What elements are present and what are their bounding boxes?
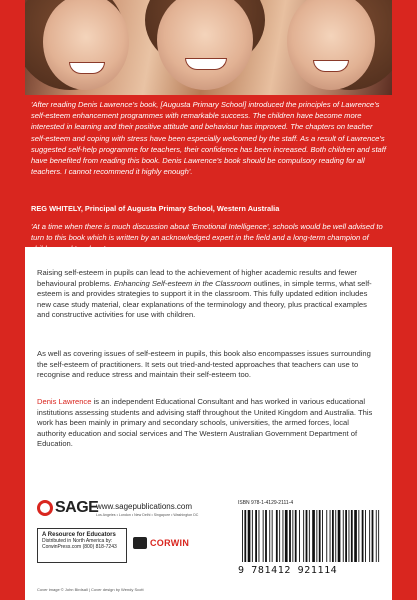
barcode-bar <box>309 510 310 562</box>
description-paragraph-2: As well as covering issues of self-esteem in pupils, this book also encompasses issues surrounding the self-esteem of practitioners. It sets out tried-and-tested approaches that teachers can use to recognise and reduce stress and maintain their self-esteem too. <box>37 349 371 380</box>
barcode-bar <box>345 510 347 562</box>
barcode-bar <box>295 510 297 562</box>
barcode-bar <box>283 510 284 562</box>
barcode-bar <box>276 510 278 562</box>
barcode-bar <box>326 510 327 562</box>
publisher-cities: Los Angeles • London • New Delhi • Singapore • Washington DC <box>96 513 199 517</box>
barcode-bar <box>306 510 308 562</box>
barcode-bar <box>242 510 243 562</box>
resource-line-2: Distributed in North America by: <box>42 538 113 544</box>
cover-photo <box>25 0 392 95</box>
barcode-bar <box>316 510 317 562</box>
barcode-bar <box>351 510 353 562</box>
resource-title: A Resource for Educators <box>42 532 116 538</box>
barcode-bar <box>279 510 280 562</box>
barcode-bar <box>354 510 357 562</box>
isbn-label: ISBN 978-1-4129-2111-4 <box>238 500 294 506</box>
barcode-bar <box>332 510 334 562</box>
barcode-bar <box>376 510 377 562</box>
barcode-bar <box>378 510 379 562</box>
description-paragraph-1: Raising self-esteem in pupils can lead to the achievement of higher academic results and fewer behavioural problems. Enhancing Self-esteem in the Classroom outlines, in simple terms, what self-esteem is and provides strategies to support it in the classroom. This fully updated edition includes new case study material, clear explanations of the terminology and theory, plus practical examples and constructive activities for use with children. <box>37 268 372 320</box>
sage-logo: SAGE <box>37 499 98 517</box>
author-bio: Denis Lawrence is an independent Educational Consultant and has worked in various educational institutions assessing students and advising staff throughout the United Kingdom and Australia. This work has been mainly in primary and secondary schools, universities, the armed forces, local authority education and social services and The Western Australian Government Department of Education. <box>37 397 373 449</box>
barcode-bar <box>335 510 336 562</box>
barcode-bar <box>269 510 270 562</box>
barcode-bar <box>289 510 291 562</box>
barcode-bar <box>330 510 331 562</box>
barcode-bar <box>299 510 300 562</box>
quote-1: 'After reading Denis Lawrence's book, [Augusta Primary School] introduced the principles of Lawrence's self-esteem enhancement programmes with remarkable success. The children have become more interested in learning and their positive attitude and behaviour has improved. The chapters on teacher self-esteem and coping with stress have been especially welcomed by the staff. As a result of Lawrence's suggested self-help programme for teachers, their confidence has been increased. Both children and staff have benefited from reading this book. Denis Lawrence's book should be compulsory reading for all teachers. I cannot recommend it highly enough'. <box>31 100 387 177</box>
barcode-number: 9 781412 921114 <box>238 565 338 576</box>
smile-center <box>185 58 227 70</box>
barcode-bar <box>303 510 304 562</box>
quotes-block <box>25 95 392 247</box>
barcode-bar <box>365 510 366 562</box>
barcode-bar <box>312 510 315 562</box>
barcode-bar <box>358 510 359 562</box>
resource-box <box>37 528 127 563</box>
barcode-bar <box>362 510 364 562</box>
quote-2: 'At a time when there is much discussion about 'Emotional Intelligence', schools would be well advised to turn to this book which is written by an acknowledged expert in the field and a long-term champion of <box>31 222 383 243</box>
sage-mark-icon <box>37 500 53 516</box>
barcode-bar <box>322 510 323 562</box>
resource-line-3: CorwinPress.com (800) 818-7243 <box>42 544 117 550</box>
child-face-center <box>157 0 253 90</box>
barcode-bar <box>369 510 370 562</box>
barcode-bar <box>252 510 253 562</box>
barcode-bar <box>343 510 344 562</box>
barcode-bar <box>349 510 350 562</box>
author-name: Denis Lawrence <box>37 397 92 406</box>
barcode-bar <box>255 510 257 562</box>
barcode-bar <box>372 510 374 562</box>
child-face-left <box>43 0 129 90</box>
barcode-bar <box>285 510 288 562</box>
quote-1-attribution: REG WHITELY, Principal of Augusta Primary School, Western Australia <box>31 204 280 213</box>
corwin-mark-icon <box>133 537 147 549</box>
barcode-bar <box>244 510 246 562</box>
barcode-bar <box>265 510 267 562</box>
barcode-bar <box>338 510 341 562</box>
barcode-bar <box>263 510 264 562</box>
barcode-bar <box>292 510 293 562</box>
barcode-bar <box>248 510 251 562</box>
barcode <box>238 508 385 564</box>
corwin-logo: CORWIN <box>133 537 189 549</box>
barcode-bar <box>319 510 321 562</box>
quote-2-attribution: COLIN TREVORROW, Head teacher of Heamoor C.P. School, Penzance, Cornwall <box>31 253 314 262</box>
cover-credits: Cover image © John Birdsall | Cover design by Wendy Scott <box>37 587 144 592</box>
barcode-bar <box>259 510 260 562</box>
barcode-bar <box>272 510 273 562</box>
publisher-url[interactable]: www.sagepublications.com <box>96 502 193 511</box>
